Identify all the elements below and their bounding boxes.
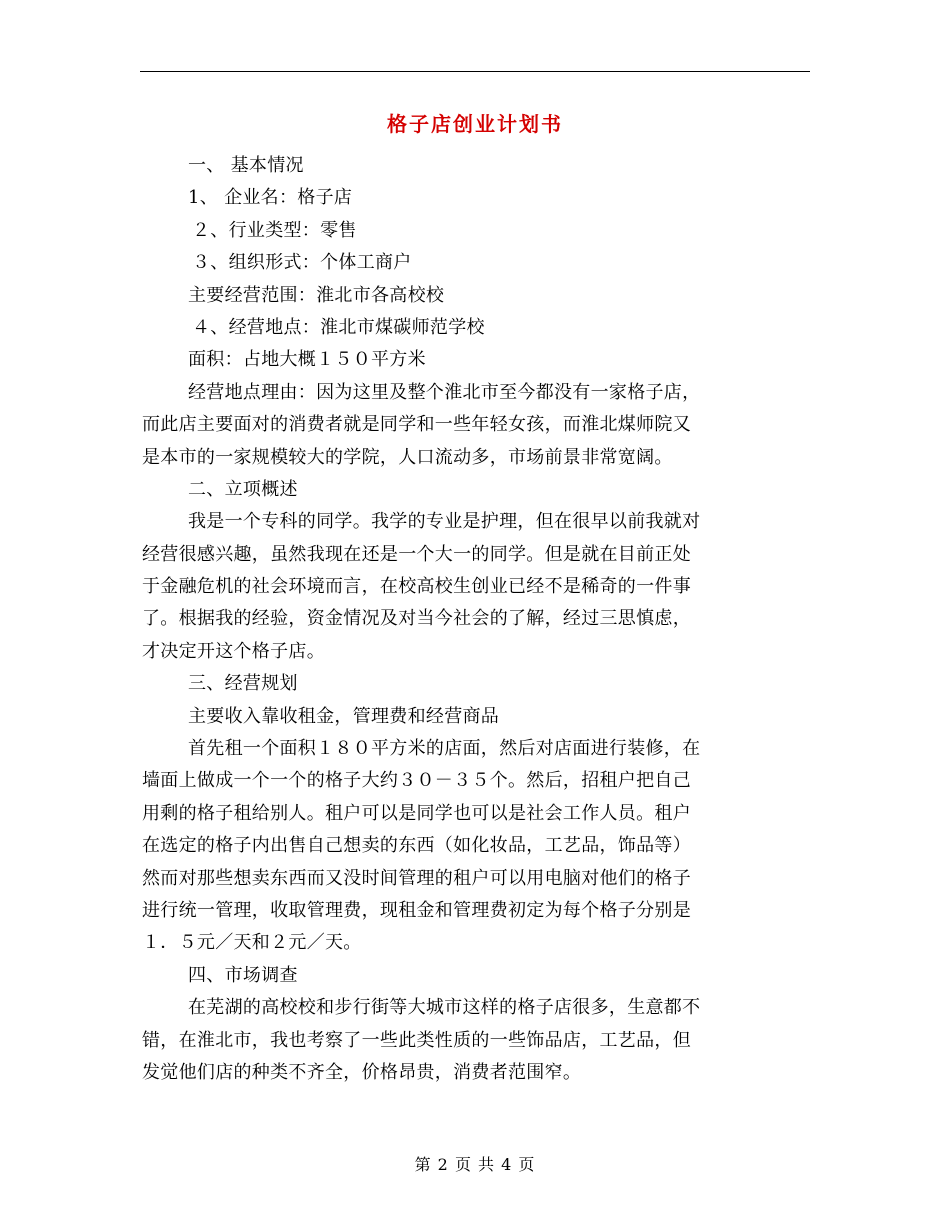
text-line: 1、 企业名：格子店 bbox=[188, 187, 353, 209]
text-line: 发觉他们店的种类不齐全，价格昂贵，消费者范围窄。 bbox=[142, 1061, 582, 1083]
text-line: 错，在淮北市，我也考察了一些此类性质的一些饰品店，工艺品，但 bbox=[142, 1029, 691, 1051]
text-line: 首先租一个面积１８０平方米的店面，然后对店面进行装修，在 bbox=[188, 738, 701, 760]
section-heading: 二、立项概述 bbox=[188, 478, 298, 500]
section-heading: 四、市场调查 bbox=[188, 964, 298, 986]
text-line: ４、经营地点：淮北市煤碳师范学校 bbox=[192, 316, 485, 338]
text-line: 面积：占地大概１５０平方米 bbox=[188, 349, 426, 371]
text-line: 用剩的格子租给别人。租户可以是同学也可以是社会工作人员。租户 bbox=[142, 802, 691, 824]
text-line: 主要经营范围：淮北市各高校校 bbox=[188, 284, 445, 306]
text-line: 我是一个专科的同学。我学的专业是护理，但在很早以前我就对 bbox=[188, 511, 701, 533]
text-line: ２、行业类型：零售 bbox=[192, 219, 357, 241]
text-line: 而此店主要面对的消费者就是同学和一些年轻女孩，而淮北煤师院又 bbox=[142, 414, 691, 436]
text-line: 于金融危机的社会环境而言，在校高校生创业已经不是稀奇的一件事 bbox=[142, 576, 691, 598]
header-rule bbox=[140, 71, 810, 72]
document-title: 格子店创业计划书 bbox=[387, 112, 563, 136]
section-heading: 三、经营规划 bbox=[188, 673, 298, 695]
text-line: 经营很感兴趣，虽然我现在还是一个大一的同学。但是就在目前正处 bbox=[142, 543, 691, 565]
text-line: １．５元／天和２元／天。 bbox=[142, 932, 362, 954]
text-line: 进行统一管理，收取管理费，现租金和管理费初定为每个格子分别是 bbox=[142, 899, 691, 921]
text-line: 在芜湖的高校校和步行街等大城市这样的格子店很多，生意都不 bbox=[188, 997, 701, 1019]
section-heading: 一、 基本情况 bbox=[188, 155, 304, 176]
text-line: 才决定开这个格子店。 bbox=[142, 640, 325, 662]
page-number: 第 2 页 共 4 页 bbox=[414, 1155, 536, 1174]
text-line: 是本市的一家规模较大的学院，人口流动多，市场前景非常宽阔。 bbox=[142, 446, 673, 468]
text-line: 然而对那些想卖东西而又没时间管理的租户可以用电脑对他们的格子 bbox=[142, 867, 691, 889]
text-line: 主要收入靠收租金，管理费和经营商品 bbox=[188, 705, 500, 727]
text-line: 墙面上做成一个一个的格子大约３０－３５个。然后，招租户把自己 bbox=[142, 770, 691, 792]
text-line: 了。根据我的经验，资金情况及对当今社会的了解，经过三思慎虑， bbox=[142, 608, 691, 630]
text-line: 经营地点理由：因为这里及整个淮北市至今都没有一家格子店， bbox=[188, 381, 701, 403]
text-line: ３、组织形式：个体工商户 bbox=[192, 252, 412, 274]
document-body bbox=[142, 150, 810, 1089]
text-line: 在选定的格子内出售自己想卖的东西（如化妆品，工艺品，饰品等） bbox=[142, 835, 691, 857]
